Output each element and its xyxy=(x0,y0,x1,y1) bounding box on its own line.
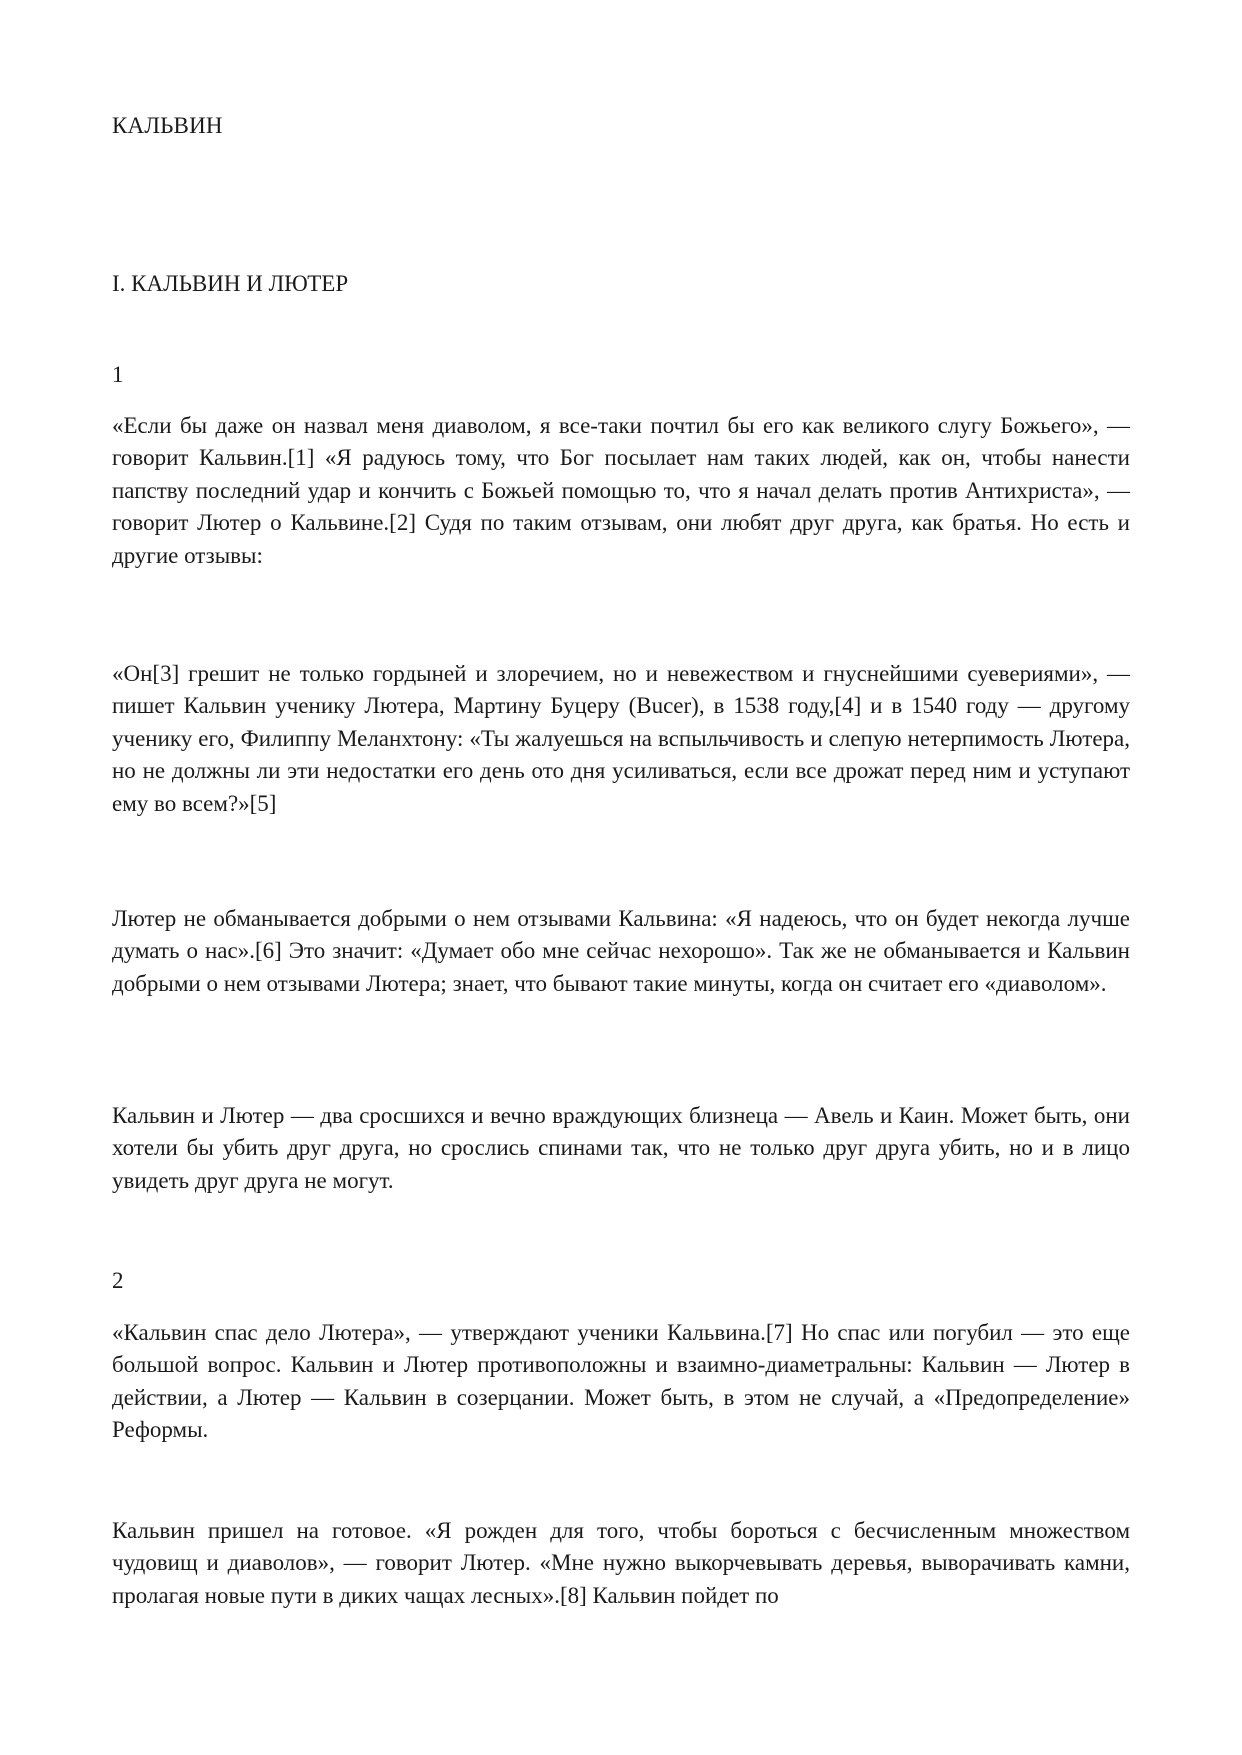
section-number-2: 2 xyxy=(112,1268,124,1293)
paragraph: «Он[3] грешит не только гордыней и злоречием, но и невежеством и гнуснейшими суевериями», — пишет Кальвин ученику Лютера, Мартину Буцеру (Bucer), в 1538 году,[4] и в 1540 году — другому ученику его, Филиппу Меланхтону: «Ты жалуешься на вспыльчивость и слепую нетерпимость Лютера, но не должны ли эти недостатки его день ото дня усиливаться, если все дрожат перед ним и уступают ему во всем?»[5] xyxy=(112,661,1130,816)
section-number-1: 1 xyxy=(112,362,124,387)
chapter-heading: I. КАЛЬВИН И ЛЮТЕР xyxy=(112,271,349,296)
paragraph: Лютер не обманывается добрыми о нем отзывами Кальвина: «Я надеюсь, что он будет некогда лучше думать о нас».[6] Это значит: «Думает обо мне сейчас нехорошо». Так же не обманывается и Кальвин добрыми о нем отзывами Лютера; знает, что бывают такие минуты, когда он считает его «диаволом». xyxy=(112,906,1130,996)
paragraph: «Если бы даже он назвал меня диаволом, я все-таки почтил бы его как великого слугу Божьего», — говорит Кальвин.[1] «Я радуюсь тому, что Бог посылает нам таких людей, как он, чтобы нанести папству последний удар и кончить с Божьей помощью то, что я начал делать против Антихриста», — говорит Лютер о Кальвине.[2] Судя по таким отзывам, они любят друг друга, как братья. Но есть и другие отзывы: xyxy=(112,413,1130,568)
paragraph: Кальвин пришел на готовое. «Я рожден для того, чтобы бороться с бесчисленным множеством чудовищ и диаволов», — говорит Лютер. «Мне нужно выкорчевывать деревья, выворачивать камни, пролагая новые пути в диких чащах лесных».[8] Кальвин пойдет по xyxy=(112,1518,1130,1608)
document-title: КАЛЬВИН xyxy=(112,113,223,138)
paragraph: «Кальвин спас дело Лютера», — утверждают ученики Кальвина.[7] Но спас или погубил — это еще большой вопрос. Кальвин и Лютер противоположны и взаимно-диаметральны: Кальвин — Лютер в действии, а Лютер — Кальвин в созерцании. Может быть, в этом не случай, а «Предопределение» Реформы. xyxy=(112,1320,1130,1443)
paragraph: Кальвин и Лютер — два сросшихся и вечно враждующих близнеца — Авель и Каин. Может быть, они хотели бы убить друг друга, но срослись спинами так, что не только друг друга убить, но и в лицо увидеть друг друга не могут. xyxy=(112,1103,1130,1193)
